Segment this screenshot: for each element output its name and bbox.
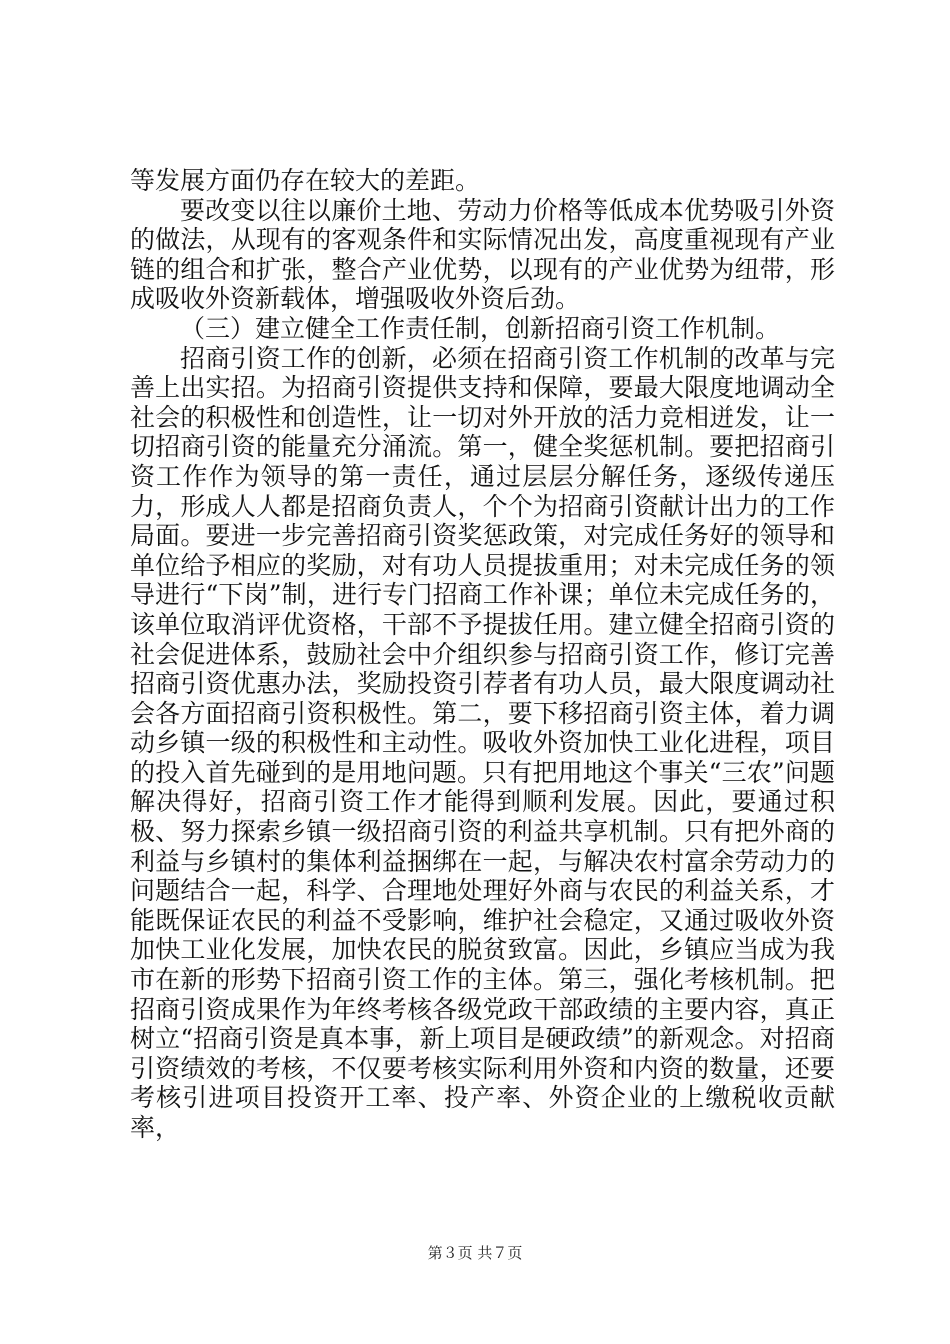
paragraph-mechanism-innovation: 招商引资工作的创新，必须在招商引资工作机制的改革与完善上出实招。为招商引资提供支持和保障，要最大限度地调动全社会的积极性和创造性，让一切对外开放的活力竞相迸发，让一切招商引资的能量充分涌流。第一，健全奖惩机制。要把招商引资工作作为领导的第一责任，通过层层分解任务，逐级传递压力，形成人人都是招商负责人，个个为招商引资献计出力的工作局面。要进一步完善招商引资奖惩政策，对完成任务好的领导和单位给予相应的奖励，对有功人员提拔重用；对未完成任务的领导进行“下岗”制，进行专门招商工作补课；单位未完成任务的，该单位取消评优资格，干部不予提拔任用。建立健全招商引资的社会促进体系，鼓励社会中介组织参与招商引资工作，修订完善招商引资优惠办法，奖励投资引荐者有功人员，最大限度调动社会各方面招商引资积极性。第二，要下移招商引资主体，着力调动乡镇一级的积极性和主动性。吸收外资加快工业化进程，项目的投入首先碰到的是用地问题。只有把用地这个事关“三农”问题解决得好，招商引资工作才能得到顺利发展。因此，要通过积极、努力探索乡镇一级招商引资的利益共享机制。只有把外商的利益与乡镇村的集体利益捆绑在一起，与解决农村富余劳动力的问题结合一起，科学、合理地处理好外商与农民的利益关系，才能既保证农民的利益不受影响，维护社会稳定，又通过吸收外资加快工业化发展，加快农民的脱贫致富。因此，乡镇应当成为我市在新的形势下招商引资工作的主体。第三，强化考核机制。把招商引资成果作为年终考核各级党政干部政绩的主要内容，真正树立“招商引资是真本事，新上项目是硬政绩”的新观念。对招商引资绩效的考核，不仅要考核实际利用外资和内资的数量，还要考核引进项目投资开工率、投产率、外资企业的上缴税收贡献率， <box>130 343 835 1142</box>
page-number-footer: 第３页 共７页 <box>427 1244 523 1262</box>
document-body <box>130 166 835 1143</box>
paragraph-continuation: 等发展方面仍存在较大的差距。 <box>130 166 481 195</box>
paragraph-investment-approach: 要改变以往以廉价土地、劳动力价格等低成本优势吸引外资的做法，从现有的客观条件和实际情况出发，高度重视现有产业链的组合和扩张，整合产业优势，以现有的产业优势为纽带，形成吸收外资新载体，增强吸收外资后劲。 <box>130 195 835 314</box>
section-heading-3: （三）建立健全工作责任制，创新招商引资工作机制。 <box>180 313 781 343</box>
